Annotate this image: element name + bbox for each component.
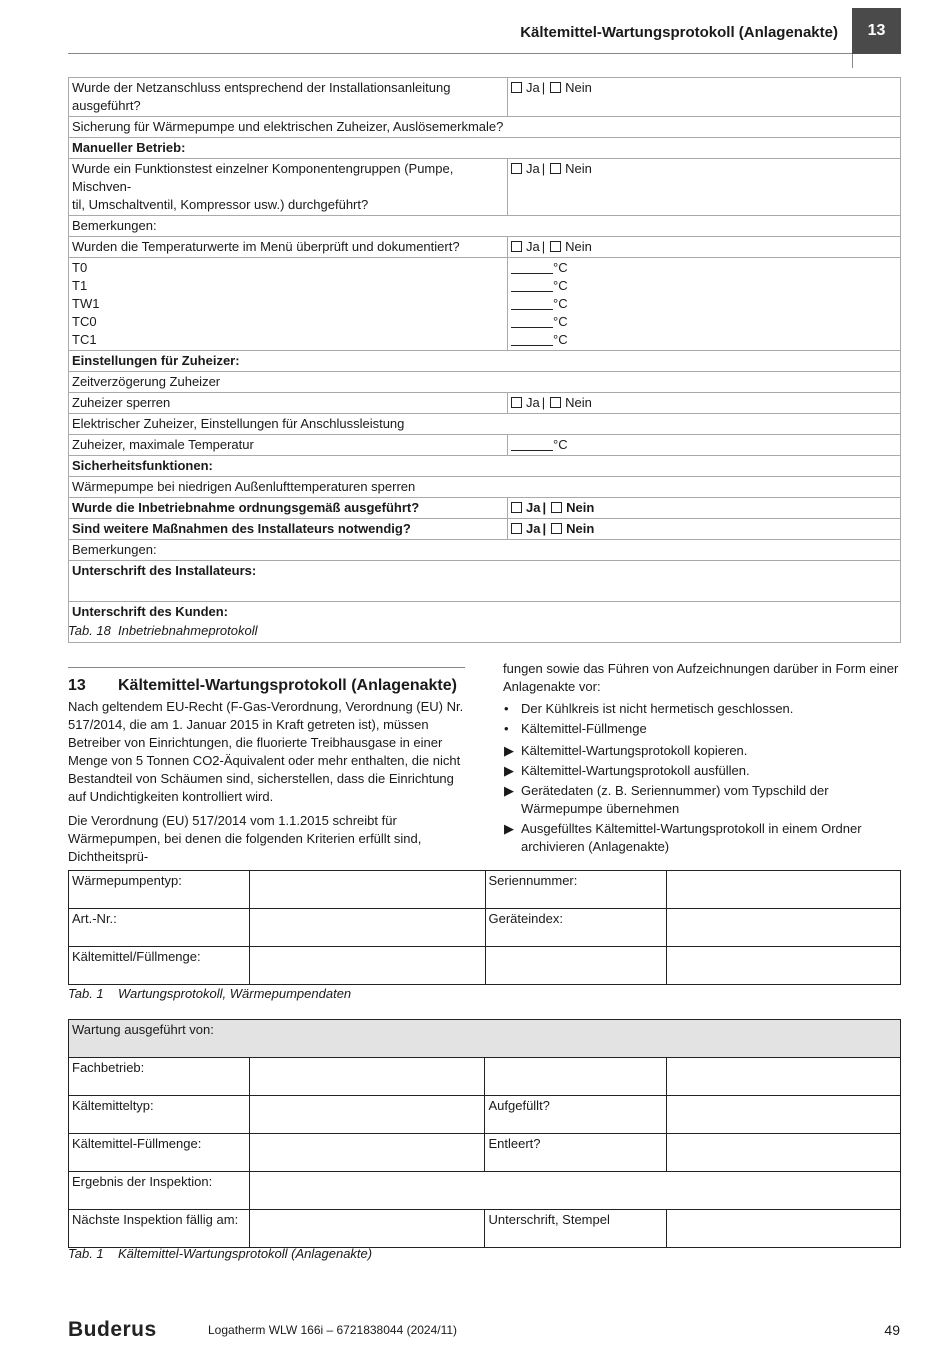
table-cell-label: Fachbetrieb: xyxy=(69,1058,250,1096)
answer-cell xyxy=(508,393,901,414)
table-row xyxy=(69,237,901,258)
unit-label: °C xyxy=(553,437,568,452)
question-cell: Bemerkungen: xyxy=(69,216,901,237)
separator: | xyxy=(541,161,546,176)
criteria-list xyxy=(503,700,903,738)
table-row xyxy=(69,477,901,498)
temperature-entry xyxy=(511,277,897,295)
section-title: Kältemittel-Wartungsprotokoll (Anlagenakte) xyxy=(118,677,457,694)
table-cell-empty xyxy=(250,1134,485,1172)
temperature-entry xyxy=(511,331,897,349)
section-heading xyxy=(68,677,457,695)
table-cell-empty xyxy=(250,871,485,909)
checkbox-icon[interactable] xyxy=(551,523,562,534)
no-label: Nein xyxy=(565,395,592,410)
sensor-label: TC0 xyxy=(72,314,97,329)
table-cell-label: Unterschrift, Stempel xyxy=(485,1210,666,1248)
checkbox-icon[interactable] xyxy=(511,523,522,534)
yes-label: Ja xyxy=(526,161,540,176)
question-cell: Sind weitere Maßnahmen des Installateurs notwendig? xyxy=(69,519,508,540)
list-item xyxy=(503,700,903,718)
table-cell-label: Kältemitteltyp: xyxy=(69,1096,250,1134)
triangle-right-icon: ▶ xyxy=(504,743,514,758)
question-cell: Wurden die Temperaturwerte im Menü überprüft und dokumentiert? xyxy=(69,237,508,258)
table-row xyxy=(69,216,901,237)
section-rule xyxy=(68,667,465,668)
footer-document-id: Logatherm WLW 166i – 6721838044 (2024/11) xyxy=(208,1323,458,1337)
table-cell-label: Nächste Inspektion fällig am: xyxy=(69,1210,250,1248)
answer-cell xyxy=(508,519,901,540)
table-cell-label: Geräteindex: xyxy=(485,909,666,947)
table-row xyxy=(69,1058,901,1096)
step-item xyxy=(503,742,903,760)
table-row xyxy=(69,1020,901,1058)
paragraph: Nach geltendem EU-Recht (F-Gas-Verordnung, Verordnung (EU) Nr. 517/2014, die am 1. Januar 2015 in Kraft getreten ist), müssen Betreiber von Einrichtungen, die fluorierte Treibhausgase in einer Menge von 5 Tonnen CO2-Äquivalent oder mehr enthalten, die nicht Bestandteil von Schäumen sind, sicherstellen, dass die Einrichtung auf Undichtigkeiten kontrolliert wird. xyxy=(68,699,464,804)
question-cell: Zeitverzögerung Zuheizer xyxy=(69,372,901,393)
question-cell: Unterschrift des Kunden: xyxy=(69,602,901,643)
table-row xyxy=(69,519,901,540)
caption-number: Tab. 1 xyxy=(68,1246,104,1261)
step-text: Gerätedaten (z. B. Seriennummer) vom Typschild der Wärmepumpe übernehmen xyxy=(521,783,829,816)
checkbox-icon[interactable] xyxy=(511,397,522,408)
unit-label: °C xyxy=(553,296,568,311)
heat-pump-data-table xyxy=(68,870,901,985)
table-row xyxy=(69,909,901,947)
table-cell-empty xyxy=(250,1058,485,1096)
list-item-text: Der Kühlkreis ist nicht hermetisch geschlossen. xyxy=(521,701,794,716)
question-cell: Zuheizer, maximale Temperatur xyxy=(69,435,508,456)
caption-text: Kältemittel-Wartungsprotokoll (Anlagenakte) xyxy=(118,1246,373,1261)
question-line: Wurde ein Funktionstest einzelner Komponentengruppen (Pumpe, Mischven- xyxy=(72,161,454,194)
triangle-right-icon: ▶ xyxy=(504,821,514,836)
table-cell-label: Entleert? xyxy=(485,1134,666,1172)
temperature-entry xyxy=(511,295,897,313)
step-text: Kältemittel-Wartungsprotokoll ausfüllen. xyxy=(521,763,750,778)
sensor-label: TC1 xyxy=(72,332,97,347)
caption-number: Tab. 18 xyxy=(68,623,111,638)
temperature-entry xyxy=(511,313,897,331)
table-caption-commissioning xyxy=(68,623,257,638)
table-row xyxy=(69,540,901,561)
blank-line[interactable] xyxy=(511,315,553,328)
list-item xyxy=(503,720,903,738)
table-cell-label: Art.-Nr.: xyxy=(69,909,250,947)
step-text: Ausgefülltes Kältemittel-Wartungsprotokoll in einem Ordner archivieren (Anlagenakte) xyxy=(521,821,862,854)
sensor-label: T1 xyxy=(72,278,88,293)
no-label: Nein xyxy=(565,80,592,95)
table-row xyxy=(69,498,901,519)
table-row xyxy=(69,947,901,985)
triangle-right-icon: ▶ xyxy=(504,783,514,798)
table-row-temperatures xyxy=(69,258,901,351)
blank-line[interactable] xyxy=(511,333,553,346)
table-cell-empty xyxy=(485,947,666,985)
checkbox-icon[interactable] xyxy=(511,241,522,252)
table-caption-heat-pump-data xyxy=(68,986,351,1001)
step-item xyxy=(503,782,903,818)
table-caption-refrigerant-log xyxy=(68,1246,372,1261)
table-cell-empty xyxy=(666,909,900,947)
refrigerant-maintenance-table xyxy=(68,1019,901,1248)
table-row xyxy=(69,78,901,117)
step-item xyxy=(503,820,903,856)
table-cell-label: Kältemittel-Füllmenge: xyxy=(69,1134,250,1172)
commissioning-protocol-table xyxy=(68,77,901,643)
table-row xyxy=(69,414,901,435)
paragraph: fungen sowie das Führen von Aufzeichnungen darüber in Form einer Anlagenakte vor: xyxy=(503,661,899,694)
table-cell-label: Ergebnis der Inspektion: xyxy=(69,1172,250,1210)
question-line: til, Umschaltventil, Kompressor usw.) durchgeführt? xyxy=(72,197,369,212)
table-cell-empty xyxy=(250,909,485,947)
answer-cell xyxy=(508,159,901,216)
temperature-entry xyxy=(511,436,897,454)
answer-cell xyxy=(508,498,901,519)
checkbox-icon[interactable] xyxy=(511,82,522,93)
checkbox-icon[interactable] xyxy=(550,397,561,408)
table-cell-label: Seriennummer: xyxy=(485,871,666,909)
yes-label: Ja xyxy=(526,239,540,254)
table-cell-empty xyxy=(666,871,900,909)
caption-text: Wartungsprotokoll, Wärmepumpendaten xyxy=(118,986,352,1001)
answer-cell xyxy=(508,435,901,456)
table-row xyxy=(69,1172,901,1210)
no-label: Nein xyxy=(565,161,592,176)
section-left-column xyxy=(68,698,466,872)
table-cell-empty xyxy=(485,1058,666,1096)
no-label: Nein xyxy=(566,521,595,536)
page-header-title: Kältemittel-Wartungsprotokoll (Anlagenakte) xyxy=(520,24,838,41)
paragraph: Die Verordnung (EU) 517/2014 vom 1.1.2015 schreibt für Wärmepumpen, bei denen die folgenden Kriterien erfüllt sind, Dichtheitsprü- xyxy=(68,813,422,864)
section-right-column xyxy=(503,660,903,858)
blank-line[interactable] xyxy=(511,297,553,310)
question-cell: Wurde die Inbetriebnahme ordnungsgemäß ausgeführt? xyxy=(69,498,508,519)
checkbox-icon[interactable] xyxy=(511,163,522,174)
question-cell: Bemerkungen: xyxy=(69,540,901,561)
blank-line[interactable] xyxy=(511,261,553,274)
table-row xyxy=(69,372,901,393)
table-row xyxy=(69,456,901,477)
table-row xyxy=(69,159,901,216)
blank-line[interactable] xyxy=(511,279,553,292)
header-rule-tick xyxy=(852,54,853,68)
temperature-entry xyxy=(511,259,897,277)
table-cell-label: Kältemittel/Füllmenge: xyxy=(69,947,250,985)
table-cell-empty xyxy=(666,1096,900,1134)
table-cell-empty xyxy=(250,947,485,985)
caption-number: Tab. 1 xyxy=(68,986,104,1001)
page-number: 49 xyxy=(884,1322,900,1338)
table-cell-empty xyxy=(250,1172,901,1210)
table-row xyxy=(69,871,901,909)
question-cell: Sicherheitsfunktionen: xyxy=(69,456,901,477)
table-row xyxy=(69,393,901,414)
table-cell-label: Aufgefüllt? xyxy=(485,1096,666,1134)
table-row xyxy=(69,351,901,372)
table-row xyxy=(69,1134,901,1172)
table-row xyxy=(69,138,901,159)
question-cell: Sicherung für Wärmepumpe und elektrischen Zuheizer, Auslösemerkmale? xyxy=(69,117,901,138)
table-row xyxy=(69,561,901,602)
unit-label: °C xyxy=(553,278,568,293)
separator: | xyxy=(541,80,546,95)
no-label: Nein xyxy=(566,500,595,515)
checkbox-icon[interactable] xyxy=(550,82,561,93)
temperature-values xyxy=(508,258,901,351)
table-cell-label: Wartung ausgeführt von: xyxy=(69,1020,901,1058)
separator: | xyxy=(542,500,547,515)
table-cell-empty xyxy=(666,947,900,985)
question-cell: Unterschrift des Installateurs: xyxy=(69,561,901,602)
step-text: Kältemittel-Wartungsprotokoll kopieren. xyxy=(521,743,748,758)
section-number: 13 xyxy=(68,677,86,694)
unit-label: °C xyxy=(553,332,568,347)
bullet-icon: • xyxy=(504,701,509,716)
table-row xyxy=(69,1096,901,1134)
answer-cell xyxy=(508,237,901,258)
table-cell-empty xyxy=(250,1096,485,1134)
blank-line[interactable] xyxy=(511,438,553,451)
triangle-right-icon: ▶ xyxy=(504,763,514,778)
table-cell-empty xyxy=(250,1210,485,1248)
table-cell-empty xyxy=(666,1210,900,1248)
question-cell: Wurde der Netzanschluss entsprechend der Installationsanleitung ausgeführt? xyxy=(69,78,508,117)
question-cell: Einstellungen für Zuheizer: xyxy=(69,351,901,372)
checkbox-icon[interactable] xyxy=(551,502,562,513)
yes-label: Ja xyxy=(526,395,540,410)
separator: | xyxy=(542,521,547,536)
table-row xyxy=(69,117,901,138)
header-rule xyxy=(68,53,852,54)
unit-label: °C xyxy=(553,314,568,329)
separator: | xyxy=(541,395,546,410)
table-cell-label: Wärmepumpentyp: xyxy=(69,871,250,909)
yes-label: Ja xyxy=(526,521,541,536)
list-item-text: Kältemittel-Füllmenge xyxy=(521,721,647,736)
step-list xyxy=(503,742,903,856)
bullet-icon: • xyxy=(504,721,509,736)
answer-cell xyxy=(508,78,901,117)
sensor-label: T0 xyxy=(72,260,88,275)
question-cell: Wärmepumpe bei niedrigen Außenlufttemperaturen sperren xyxy=(69,477,901,498)
caption-text: Inbetriebnahmeprotokoll xyxy=(118,623,258,638)
table-row xyxy=(69,1210,901,1248)
brand-logo: Buderus xyxy=(68,1318,157,1341)
checkbox-icon[interactable] xyxy=(550,241,561,252)
temperature-labels xyxy=(69,258,508,351)
sensor-label: TW1 xyxy=(72,296,100,311)
step-item xyxy=(503,762,903,780)
yes-label: Ja xyxy=(526,80,540,95)
chapter-number-badge: 13 xyxy=(852,8,901,54)
question-cell: Elektrischer Zuheizer, Einstellungen für Anschlussleistung xyxy=(69,414,901,435)
no-label: Nein xyxy=(565,239,592,254)
unit-label: °C xyxy=(553,260,568,275)
yes-label: Ja xyxy=(526,500,541,515)
separator: | xyxy=(541,239,546,254)
question-cell xyxy=(69,159,508,216)
checkbox-icon[interactable] xyxy=(550,163,561,174)
table-row xyxy=(69,435,901,456)
question-cell: Manueller Betrieb: xyxy=(69,138,901,159)
checkbox-icon[interactable] xyxy=(511,502,522,513)
table-cell-empty xyxy=(666,1134,900,1172)
table-cell-empty xyxy=(666,1058,900,1096)
question-cell: Zuheizer sperren xyxy=(69,393,508,414)
